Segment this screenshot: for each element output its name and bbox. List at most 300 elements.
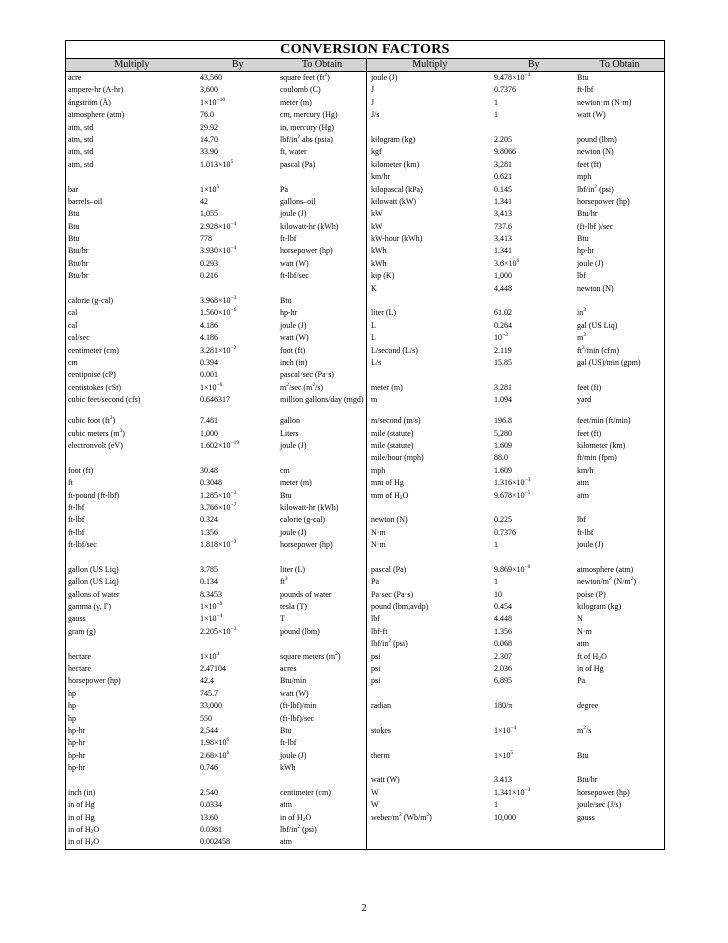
cell-by-right: 1 bbox=[494, 97, 498, 107]
cell-multiply-left: inch (in) bbox=[68, 787, 96, 797]
cell-to-obtain-right: Btu bbox=[577, 73, 589, 82]
cell-multiply-right bbox=[367, 295, 492, 307]
table-row bbox=[66, 295, 664, 307]
cell-by-right: 9.8066 bbox=[494, 147, 516, 157]
cell-to-obtain-right: Btu bbox=[577, 750, 589, 760]
table-row bbox=[66, 824, 664, 836]
table-row bbox=[66, 700, 664, 712]
cell-multiply-right: Pa bbox=[371, 577, 379, 587]
cell-multiply-right: J/s bbox=[371, 110, 380, 120]
cell-to-obtain-left: pascal·sec (Pa·s) bbox=[280, 370, 334, 380]
cell-multiply-right: stokes bbox=[371, 725, 391, 735]
cell-multiply-left: gallon (US Liq) bbox=[68, 564, 119, 574]
cell-multiply-left bbox=[66, 452, 198, 464]
cell-multiply-right: kW bbox=[371, 209, 383, 219]
cell-multiply-right: kW-hour (kWh) bbox=[371, 234, 423, 244]
cell-multiply-left: cal bbox=[68, 308, 78, 318]
cell-multiply-right: weber/$m^2$ $(Wb/m^2)$ bbox=[371, 811, 432, 822]
cell-by-left: $1\times 10^5$ bbox=[200, 183, 220, 194]
cell-to-obtain-left: ft-lbf bbox=[280, 738, 297, 748]
cell-by-right: 1 bbox=[494, 110, 498, 120]
table-row bbox=[66, 369, 664, 381]
cell-multiply-right: kip (K) bbox=[371, 271, 395, 281]
header-multiply-left: Multiply bbox=[114, 59, 150, 70]
cell-to-obtain-left: atm bbox=[280, 837, 292, 847]
table-row bbox=[66, 208, 664, 220]
cell-by-right bbox=[492, 688, 575, 700]
cell-to-obtain-right: (ft-lbf )/sec bbox=[577, 221, 614, 231]
cell-multiply-right: Pa·sec (Pa·s) bbox=[371, 589, 413, 599]
cell-multiply-right: mile (statute) bbox=[371, 440, 414, 450]
cell-to-obtain-left bbox=[278, 551, 367, 563]
table-row bbox=[66, 146, 664, 158]
cell-to-obtain-right: ft-lbf bbox=[577, 85, 594, 95]
cell-by-left: 8.3453 bbox=[200, 589, 222, 599]
cell-multiply-right: lbf/$in^2$ (psi) bbox=[371, 638, 408, 649]
cell-multiply-right: N·m bbox=[371, 527, 386, 537]
cell-multiply-right: J bbox=[371, 97, 375, 107]
cell-multiply-left bbox=[66, 283, 198, 295]
cell-multiply-right: meter (m) bbox=[371, 382, 403, 392]
cell-multiply-right: joule (J) bbox=[371, 73, 398, 82]
cell-multiply-left: in of Hg bbox=[68, 812, 95, 822]
cell-to-obtain-left bbox=[278, 171, 367, 183]
cell-by-left: 0.324 bbox=[200, 515, 218, 525]
cell-by-left bbox=[198, 171, 278, 183]
cell-by-right: 0.454 bbox=[494, 602, 512, 612]
cell-multiply-right: kWh bbox=[371, 258, 387, 268]
cell-multiply-left: cal/sec bbox=[68, 333, 90, 343]
cell-multiply-right: L/s bbox=[371, 357, 382, 367]
cell-to-obtain-right: kilometer (km) bbox=[577, 440, 626, 450]
cell-to-obtain-left: square feet $(ft^2)$ bbox=[280, 72, 330, 82]
cell-by-left: 0.001 bbox=[200, 370, 218, 380]
cell-multiply-left bbox=[66, 171, 198, 183]
cell-to-obtain-left: kilowatt-hr (kWh) bbox=[280, 221, 339, 231]
table-row bbox=[66, 490, 664, 502]
cell-to-obtain-left: tesla (T) bbox=[280, 602, 307, 612]
cell-by-right: $1.316\times 10^{-3}$ bbox=[494, 477, 531, 488]
cell-multiply-left: gamma (γ, Γ) bbox=[68, 602, 112, 612]
cell-multiply-right: newton (N) bbox=[371, 515, 408, 525]
cell-by-right: $9.478\times 10^{-4}$ bbox=[494, 72, 531, 82]
cell-to-obtain-left: gallon bbox=[280, 416, 300, 426]
cell-multiply-right: psi bbox=[371, 651, 381, 661]
cell-by-left: 550 bbox=[200, 713, 212, 723]
cell-to-obtain-right bbox=[575, 836, 664, 848]
cell-by-right: 196.8 bbox=[494, 416, 512, 426]
cell-multiply-right: therm bbox=[371, 750, 390, 760]
cell-multiply-right bbox=[367, 688, 492, 700]
cell-to-obtain-right: Btu/hr bbox=[577, 775, 598, 785]
cell-to-obtain-right: joule (J) bbox=[577, 540, 604, 550]
cell-multiply-left: bar bbox=[68, 184, 79, 194]
cell-by-right: $3.6\times 10^6$ bbox=[494, 257, 520, 268]
cell-to-obtain-right: Pa bbox=[577, 676, 585, 686]
table-row bbox=[66, 221, 664, 233]
cell-to-obtain-left: ft-lbf bbox=[280, 234, 297, 244]
cell-by-left: 745.7 bbox=[200, 688, 218, 698]
cell-by-left: 0.216 bbox=[200, 271, 218, 281]
cell-by-right: 0.145 bbox=[494, 184, 512, 194]
cell-to-obtain-left: ft-lbf/sec bbox=[280, 271, 309, 281]
cell-by-right: 5,280 bbox=[494, 428, 512, 438]
cell-to-obtain-left: pascal (Pa) bbox=[280, 159, 316, 169]
cell-to-obtain-right: gal (US Liq) bbox=[577, 320, 618, 330]
table-row bbox=[66, 72, 664, 84]
cell-multiply-left: centipoise (cP) bbox=[68, 370, 116, 380]
cell-to-obtain-right: kilogram (kg) bbox=[577, 602, 622, 612]
table-row bbox=[66, 663, 664, 675]
cell-to-obtain-left: joule (J) bbox=[280, 440, 307, 450]
cell-multiply-left: ft-lbf bbox=[68, 502, 85, 512]
table-title: CONVERSION FACTORS bbox=[66, 41, 664, 59]
cell-multiply-left: barrels–oil bbox=[68, 196, 103, 206]
cell-multiply-right bbox=[367, 737, 492, 749]
cell-by-right: 180/π bbox=[494, 701, 513, 711]
cell-to-obtain-right: ft-lbf bbox=[577, 527, 594, 537]
cell-multiply-left: calorie (g-cal) bbox=[68, 296, 114, 306]
cell-multiply-left: hp bbox=[68, 688, 76, 698]
cell-multiply-right: J bbox=[371, 85, 375, 95]
cell-to-obtain-right: ft/min (fpm) bbox=[577, 453, 617, 463]
cell-to-obtain-right: $ft^3/\min$ (cfm) bbox=[577, 344, 620, 355]
cell-by-left: 0.0361 bbox=[200, 825, 222, 835]
cell-by-left: 2,544 bbox=[200, 725, 218, 735]
cell-by-right: 88.0 bbox=[494, 453, 508, 463]
cell-to-obtain-left: Btu bbox=[280, 490, 292, 500]
cell-by-right: 2.036 bbox=[494, 663, 512, 673]
cell-to-obtain-left: meter (m) bbox=[280, 478, 312, 488]
cell-multiply-left: ft-lbf/sec bbox=[68, 540, 97, 550]
table-row bbox=[66, 332, 664, 344]
cell-by-right: 6,895 bbox=[494, 676, 512, 686]
table-row bbox=[66, 589, 664, 601]
cell-to-obtain-left: horsepower (hp) bbox=[280, 246, 333, 256]
cell-multiply-left: cubic feet/second (cfs) bbox=[68, 395, 141, 405]
cell-to-obtain-left bbox=[278, 283, 367, 295]
table-row bbox=[66, 750, 664, 762]
cell-multiply-left: in of $H_2O$ bbox=[68, 825, 100, 836]
cell-to-obtain-left: joule (J) bbox=[280, 750, 307, 760]
cell-by-right bbox=[492, 502, 575, 514]
cell-by-left: $1.98\times 10^6$ bbox=[200, 737, 230, 748]
cell-by-right: 2.119 bbox=[494, 345, 512, 355]
cell-by-right bbox=[492, 824, 575, 836]
cell-by-left: 0.394 bbox=[200, 357, 218, 367]
cell-by-left: $1.285\times 10^{-3}$ bbox=[200, 489, 237, 500]
cell-to-obtain-right: N·m bbox=[577, 626, 592, 636]
cell-to-obtain-left: kWh bbox=[280, 763, 296, 773]
table-row bbox=[66, 725, 664, 737]
cell-multiply-right: kilowatt (kW) bbox=[371, 196, 417, 206]
table-row bbox=[66, 502, 664, 514]
table-row bbox=[66, 440, 664, 452]
cell-to-obtain-left: million gallons/day (mgd) bbox=[280, 395, 364, 405]
cell-by-left: $1\times 10^{-6}$ bbox=[200, 381, 223, 392]
cell-multiply-left: hp bbox=[68, 701, 76, 711]
cell-multiply-right: mph bbox=[371, 465, 386, 475]
cell-by-left: 4.186 bbox=[200, 320, 218, 330]
cell-by-left: 0.746 bbox=[200, 763, 218, 773]
cell-multiply-left: Btu/hr bbox=[68, 258, 89, 268]
table-row bbox=[66, 109, 664, 121]
cell-by-left: 43,560 bbox=[200, 73, 222, 82]
table-row bbox=[66, 307, 664, 319]
table-row bbox=[66, 812, 664, 824]
cell-to-obtain-right: degree bbox=[577, 701, 599, 711]
table-row bbox=[66, 601, 664, 613]
cell-by-right: 0.7376 bbox=[494, 85, 516, 95]
cell-to-obtain-left: horsepower (hp) bbox=[280, 540, 333, 550]
cell-multiply-right: kilogram (kg) bbox=[371, 134, 416, 144]
cell-multiply-right: L/second (L/s) bbox=[371, 345, 418, 355]
cell-to-obtain-left: lbf/$in^2$ (psi) bbox=[280, 824, 317, 835]
table-row bbox=[66, 382, 664, 394]
cell-to-obtain-left: Btu/min bbox=[280, 676, 307, 686]
cell-to-obtain-right: atm bbox=[577, 490, 589, 500]
cell-multiply-left: gallons of water bbox=[68, 589, 120, 599]
table-row bbox=[66, 787, 664, 799]
cell-to-obtain-right: newton (N) bbox=[577, 283, 614, 293]
cell-to-obtain-left bbox=[278, 638, 367, 650]
cell-by-left bbox=[198, 638, 278, 650]
cell-multiply-right: mile/hour (mph) bbox=[371, 453, 424, 463]
cell-by-right: 10,000 bbox=[494, 812, 516, 822]
cell-by-right: 3.281 bbox=[494, 382, 512, 392]
cell-by-right: 1 bbox=[494, 540, 498, 550]
cell-by-right: 1.341 bbox=[494, 246, 512, 256]
cell-by-left: 14.70 bbox=[200, 134, 218, 144]
cell-by-left: 0.293 bbox=[200, 258, 218, 268]
cell-to-obtain-right: Btu/hr bbox=[577, 209, 598, 219]
cell-by-right bbox=[492, 713, 575, 725]
table-row bbox=[66, 713, 664, 725]
cell-by-left: $1.818\times 10^{-3}$ bbox=[200, 539, 237, 550]
cell-by-right: 61.02 bbox=[494, 308, 512, 318]
cell-by-right: 1.609 bbox=[494, 440, 512, 450]
cell-multiply-left: ampere-hr (A-hr) bbox=[68, 85, 124, 95]
table-row bbox=[66, 452, 664, 464]
cell-to-obtain-right: lbf/$in^2$ (psi) bbox=[577, 183, 614, 194]
cell-by-right bbox=[492, 369, 575, 381]
cell-multiply-right: lbf bbox=[371, 614, 380, 624]
cell-by-left: 4.186 bbox=[200, 333, 218, 343]
cell-by-left: 7.481 bbox=[200, 416, 218, 426]
cell-multiply-left: electronvolt (eV) bbox=[68, 440, 123, 450]
cell-to-obtain-right bbox=[575, 551, 664, 563]
cell-to-obtain-left: $ft^3$ bbox=[280, 576, 288, 587]
cell-multiply-left: horsepower (hp) bbox=[68, 676, 121, 686]
cell-to-obtain-left: cm bbox=[280, 465, 290, 475]
cell-multiply-left: Btu bbox=[68, 209, 80, 219]
cell-to-obtain-right: in of Hg bbox=[577, 663, 604, 673]
cell-by-left: 33,000 bbox=[200, 701, 222, 711]
cell-multiply-right: mm of $H_2O$ bbox=[371, 490, 409, 501]
cell-to-obtain-left: (ft-lbf)/sec bbox=[280, 713, 315, 723]
cell-by-right: $9.678\times 10^{-5}$ bbox=[494, 489, 531, 500]
cell-by-left: $2.68\times 10^6$ bbox=[200, 749, 230, 760]
table-row bbox=[66, 159, 664, 171]
cell-to-obtain-right bbox=[575, 737, 664, 749]
cell-to-obtain-right: atm bbox=[577, 478, 589, 488]
cell-by-left: $1.602\times 10^{-19}$ bbox=[200, 439, 240, 450]
cell-to-obtain-right: hp-hr bbox=[577, 246, 595, 256]
table-row bbox=[66, 345, 664, 357]
cell-by-left: 1,055 bbox=[200, 209, 218, 219]
header-by-right: By bbox=[527, 59, 540, 70]
cell-by-left: 0.002458 bbox=[200, 837, 230, 847]
cell-multiply-right: W bbox=[371, 800, 379, 810]
cell-multiply-left: hp-hr bbox=[68, 725, 86, 735]
cell-to-obtain-left: Btu bbox=[280, 296, 292, 306]
cell-by-left: 13.60 bbox=[200, 812, 218, 822]
cell-to-obtain-right: horsepower (hp) bbox=[577, 196, 630, 206]
cell-to-obtain-left bbox=[278, 452, 367, 464]
cell-by-right: 1.609 bbox=[494, 465, 512, 475]
cell-multiply-left: hp-hr bbox=[68, 738, 86, 748]
header-to-obtain-right: To Obtain bbox=[599, 59, 640, 70]
cell-by-right: 10 bbox=[494, 589, 502, 599]
cell-to-obtain-left: atm bbox=[280, 800, 292, 810]
cell-multiply-left: acre bbox=[68, 73, 82, 82]
cell-by-left: $1\times 10^{-10}$ bbox=[200, 96, 226, 107]
conversion-table bbox=[65, 40, 665, 850]
table-row bbox=[66, 415, 664, 427]
cell-multiply-left bbox=[66, 774, 198, 786]
cell-to-obtain-left: Liters bbox=[280, 428, 299, 438]
cell-by-right bbox=[492, 762, 575, 774]
table-row bbox=[66, 527, 664, 539]
cell-by-left: 0.134 bbox=[200, 577, 218, 587]
cell-to-obtain-left: Pa bbox=[280, 184, 288, 194]
header-multiply-right: Multiply bbox=[366, 59, 492, 71]
cell-to-obtain-left: calorie (g-cal) bbox=[280, 515, 326, 525]
cell-multiply-right: kilopascal (kPa) bbox=[371, 184, 423, 194]
cell-multiply-left: hp-hr bbox=[68, 763, 86, 773]
cell-to-obtain-right: feet (ft) bbox=[577, 159, 602, 169]
cell-to-obtain-left: foot (ft) bbox=[280, 345, 306, 355]
cell-to-obtain-right: lbf bbox=[577, 515, 586, 525]
cell-by-left: 2.47104 bbox=[200, 663, 226, 673]
cell-multiply-right: mm of Hg bbox=[371, 478, 404, 488]
cell-to-obtain-left: lbf/$in^2$ abs (psia) bbox=[280, 133, 333, 144]
cell-by-right: 1.341 bbox=[494, 196, 512, 206]
cell-to-obtain-right bbox=[575, 122, 664, 134]
cell-multiply-left: foot (ft) bbox=[68, 465, 94, 475]
cell-by-right: 15.85 bbox=[494, 357, 512, 367]
cell-to-obtain-right bbox=[575, 369, 664, 381]
header-by-left: By bbox=[231, 59, 244, 70]
table-row bbox=[66, 514, 664, 526]
cell-by-right: 0.264 bbox=[494, 320, 512, 330]
page-number: 2 bbox=[361, 902, 367, 914]
cell-to-obtain-right: atm bbox=[577, 639, 589, 649]
table-row bbox=[66, 134, 664, 146]
cell-by-right: 0.621 bbox=[494, 172, 512, 182]
cell-by-left bbox=[198, 283, 278, 295]
cell-to-obtain-right: N bbox=[577, 614, 583, 624]
table-row bbox=[66, 564, 664, 576]
cell-by-left: 2.540 bbox=[200, 787, 218, 797]
cell-to-obtain-left: in, mercury (Hg) bbox=[280, 122, 334, 132]
cell-to-obtain-left: in of $H_2O$ bbox=[280, 812, 312, 823]
cell-to-obtain-right: $in^3$ bbox=[577, 307, 586, 318]
cell-by-right: 1 bbox=[494, 800, 498, 810]
table-row bbox=[66, 97, 664, 109]
cell-multiply-right bbox=[367, 502, 492, 514]
cell-multiply-left: gram (g) bbox=[68, 626, 96, 636]
cell-by-left: $1\times 10^{-4}$ bbox=[200, 613, 223, 624]
cell-multiply-left: gallon (US Liq) bbox=[68, 577, 119, 587]
cell-to-obtain-right bbox=[575, 502, 664, 514]
table-body bbox=[66, 72, 664, 849]
cell-multiply-left: in of $H_2O$ bbox=[68, 837, 100, 848]
cell-multiply-left: atm, std bbox=[68, 122, 94, 132]
cell-multiply-left: hp bbox=[68, 713, 76, 723]
cell-by-right: 0.225 bbox=[494, 515, 512, 525]
table-row bbox=[66, 320, 664, 332]
cell-to-obtain-left: gallons–oil bbox=[280, 196, 316, 206]
cell-multiply-left bbox=[66, 638, 198, 650]
cell-multiply-left: cubic foot $(ft^3)$ bbox=[68, 415, 116, 426]
cell-multiply-right: radian bbox=[371, 701, 391, 711]
table-row bbox=[66, 283, 664, 295]
table-row bbox=[66, 465, 664, 477]
cell-by-left: $3.766\times 10^{-7}$ bbox=[200, 501, 237, 512]
cell-multiply-right: kW bbox=[371, 221, 383, 231]
cell-multiply-right: psi bbox=[371, 676, 381, 686]
cell-by-left: 76.0 bbox=[200, 110, 214, 120]
cell-by-left bbox=[198, 452, 278, 464]
table-row bbox=[66, 122, 664, 134]
cell-to-obtain-left: T bbox=[280, 614, 285, 624]
cell-by-left bbox=[198, 774, 278, 786]
cell-by-right: 4.448 bbox=[494, 614, 512, 624]
cell-to-obtain-left: ft, water bbox=[280, 147, 307, 157]
cell-multiply-left: ft-lbf bbox=[68, 515, 85, 525]
cell-multiply-right: m bbox=[371, 395, 378, 405]
cell-to-obtain-right: mph bbox=[577, 172, 592, 182]
cell-multiply-right: pound (lbm,avdp) bbox=[371, 602, 429, 612]
table-row bbox=[66, 551, 664, 563]
cell-multiply-right: W bbox=[371, 787, 379, 797]
table-row bbox=[66, 688, 664, 700]
cell-multiply-left: gauss bbox=[68, 614, 86, 624]
table-row bbox=[66, 394, 664, 415]
cell-multiply-left: ft bbox=[68, 478, 73, 488]
cell-to-obtain-right: $m^3$ bbox=[577, 332, 586, 343]
cell-to-obtain-right bbox=[575, 762, 664, 774]
cell-by-left: $1.560\times 10^{-6}$ bbox=[200, 307, 237, 318]
cell-multiply-right bbox=[367, 713, 492, 725]
table-row bbox=[66, 233, 664, 245]
cell-multiply-right: kgf bbox=[371, 147, 382, 157]
cell-to-obtain-right: lbf bbox=[577, 271, 586, 281]
table-row bbox=[66, 258, 664, 270]
cell-by-left: $1.013\times 10^5$ bbox=[200, 158, 234, 169]
table-row bbox=[66, 539, 664, 551]
cell-to-obtain-left: centimeter (cm) bbox=[280, 787, 331, 797]
cell-to-obtain-right: ft of $H_2O$ bbox=[577, 651, 607, 662]
cell-by-left: 1,000 bbox=[200, 428, 218, 438]
table-row bbox=[66, 477, 664, 489]
cell-by-left: 29.92 bbox=[200, 122, 218, 132]
cell-to-obtain-right: joule/sec (J/s) bbox=[577, 800, 622, 810]
cell-to-obtain-left: joule (J) bbox=[280, 527, 307, 537]
cell-to-obtain-right: horsepower (hp) bbox=[577, 787, 630, 797]
cell-to-obtain-right: newton/$m^2$ $(N/m^2)$ bbox=[577, 576, 637, 587]
